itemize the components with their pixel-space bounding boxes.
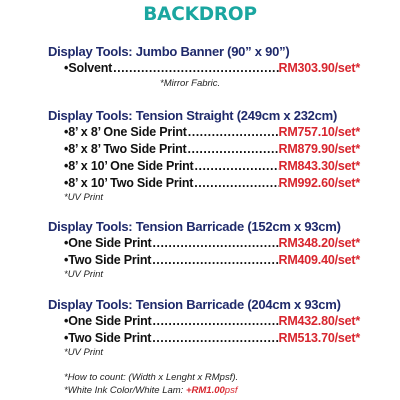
item-price: RM513.70/set* [278,331,360,345]
dot-leader [151,331,278,345]
section-heading-tension-straight: Display Tools: Tension Straight (249cm x 232cm) [48,108,338,123]
bullet: • [64,236,69,250]
dot-leader [112,61,278,75]
dot-leader [194,159,279,173]
price-row [64,159,360,175]
section-note: *UV Print [64,269,104,280]
section-heading-barricade-204: Display Tools: Tension Barricade (204cm x 93cm) [48,297,341,312]
price-row [64,236,360,252]
price-row [64,331,360,347]
dot-leader [187,125,279,139]
section-note: *Mirror Fabric. [160,78,221,89]
item-label: 8’ x 8’ Two Side Print [68,142,187,156]
item-price: RM348.20/set* [278,236,360,250]
item-price: RM879.90/set* [278,142,360,156]
footer-note-white-ink [64,385,237,396]
dot-leader [193,176,278,190]
bullet: • [64,142,69,156]
page-title: BACKDROP [143,4,257,25]
item-price: RM757.10/set* [278,125,360,139]
footer-note-white-ink-prefix: *White Ink Color/White Lam: [64,385,186,396]
section-note: *UV Print [64,192,104,203]
item-label: Two Side Print [68,331,152,345]
dot-leader [187,142,279,156]
price-row [64,142,360,158]
price-row [64,314,360,330]
bullet: • [64,176,69,190]
section-note: *UV Print [64,347,104,358]
item-price: RM992.60/set* [278,176,360,190]
footer-note-white-ink-price: +RM1.00 [185,385,225,396]
item-price: RM432.80/set* [278,314,360,328]
bullet: • [64,125,69,139]
price-row [64,253,360,269]
dot-leader [152,314,279,328]
price-row [64,176,360,192]
dot-leader [152,236,279,250]
price-row [64,125,360,141]
item-label: One Side Print [68,314,152,328]
item-label: One Side Print [68,236,152,250]
item-label: 8’ x 10’ Two Side Print [68,176,194,190]
item-label: 8’ x 8’ One Side Print [68,125,187,139]
bullet: • [64,159,69,173]
bullet: • [64,331,69,345]
dot-leader [151,253,278,267]
item-price: RM303.90/set* [278,61,360,75]
footer-note-how-to-count: *How to count: (Width x Lenght x RMpsf). [64,372,239,383]
item-label: Solvent [68,61,113,75]
price-row [64,61,360,77]
footer-note-white-ink-unit: psf [224,385,238,396]
section-heading-jumbo-banner: Display Tools: Jumbo Banner (90” x 90”) [48,44,290,59]
bullet: • [64,314,69,328]
section-heading-barricade-152: Display Tools: Tension Barricade (152cm x 93cm) [48,219,341,234]
item-price: RM843.30/set* [278,159,360,173]
item-label: 8’ x 10’ One Side Print [68,159,194,173]
bullet: • [64,61,69,75]
item-label: Two Side Print [68,253,152,267]
bullet: • [64,253,69,267]
item-price: RM409.40/set* [278,253,360,267]
